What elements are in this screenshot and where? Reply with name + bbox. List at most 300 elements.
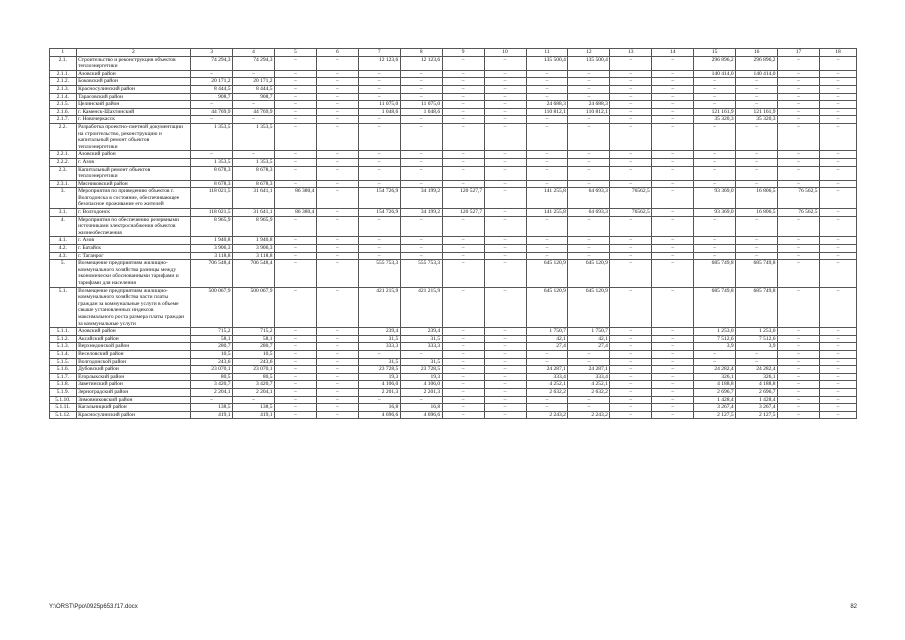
value-cell: –: [442, 101, 484, 109]
value-cell: –: [778, 381, 820, 389]
page-number: 82: [850, 604, 857, 610]
value-cell: –: [819, 216, 856, 237]
value-cell: –: [736, 93, 778, 101]
value-cell: –: [652, 287, 694, 328]
value-cell: –: [819, 404, 856, 412]
value-cell: –: [568, 166, 610, 180]
value-cell: –: [694, 350, 736, 358]
row-label-cell: Зимовниковский район: [76, 396, 191, 404]
value-cell: –: [358, 245, 400, 253]
value-cell: 93 369,0: [694, 209, 736, 217]
row-label-cell: г. Волгодонск: [76, 209, 191, 217]
value-cell: 685 749,8: [694, 287, 736, 328]
value-cell: –: [819, 260, 856, 287]
row-number-cell: 5.1.12.: [50, 411, 77, 419]
value-cell: –: [442, 216, 484, 237]
value-cell: –: [442, 396, 484, 404]
value-cell: –: [736, 101, 778, 109]
table-row: [50, 78, 857, 86]
value-cell: –: [358, 123, 400, 150]
value-cell: 706 548,4: [191, 260, 233, 287]
value-cell: –: [442, 166, 484, 180]
value-cell: 110 812,1: [568, 108, 610, 116]
value-cell: –: [316, 411, 358, 419]
value-cell: –: [652, 343, 694, 351]
value-cell: –: [652, 366, 694, 374]
value-cell: 3 906,3: [233, 245, 275, 253]
value-cell: 8 444,5: [233, 85, 275, 93]
value-cell: –: [484, 209, 526, 217]
value-cell: –: [819, 209, 856, 217]
value-cell: –: [316, 216, 358, 237]
value-cell: –: [400, 70, 442, 78]
row-label-cell: Мероприятия по приведению объектов г. Волгодонска в состояние, обеспечивающее безопасное проживание его жителей: [76, 188, 191, 209]
column-number-cell: 3: [191, 49, 233, 57]
value-cell: 24 287,1: [568, 366, 610, 374]
value-cell: 333,3: [400, 343, 442, 351]
value-cell: –: [316, 252, 358, 260]
value-cell: –: [568, 70, 610, 78]
table-row: [50, 209, 857, 217]
value-cell: –: [526, 216, 568, 237]
value-cell: 500 067,9: [191, 287, 233, 328]
value-cell: 7 512,6: [694, 335, 736, 343]
column-number-cell: 8: [400, 49, 442, 57]
value-cell: 93 369,0: [694, 188, 736, 209]
value-cell: –: [568, 123, 610, 150]
value-cell: 421 215,9: [400, 287, 442, 328]
value-cell: –: [568, 116, 610, 124]
value-cell: 76562,5: [610, 188, 652, 209]
value-cell: –: [526, 93, 568, 101]
value-cell: –: [694, 252, 736, 260]
value-cell: –: [610, 158, 652, 166]
table-row: [50, 366, 857, 374]
value-cell: –: [484, 252, 526, 260]
value-cell: –: [652, 85, 694, 93]
value-cell: –: [610, 287, 652, 328]
value-cell: –: [568, 245, 610, 253]
value-cell: 8 678,3: [191, 180, 233, 188]
value-cell: 118 021,5: [191, 188, 233, 209]
value-cell: –: [316, 287, 358, 328]
value-cell: 645 120,9: [568, 260, 610, 287]
value-cell: 35 320,3: [694, 116, 736, 124]
value-cell: 140 414,0: [694, 70, 736, 78]
row-label-cell: Зерноградский район: [76, 388, 191, 396]
value-cell: –: [652, 381, 694, 389]
value-cell: 16 806,5: [736, 209, 778, 217]
value-cell: –: [442, 388, 484, 396]
value-cell: –: [652, 396, 694, 404]
value-cell: –: [274, 123, 316, 150]
value-cell: –: [610, 350, 652, 358]
value-cell: –: [526, 350, 568, 358]
row-label-cell: Азовский район: [76, 328, 191, 336]
value-cell: –: [526, 158, 568, 166]
value-cell: –: [652, 108, 694, 116]
value-cell: –: [484, 411, 526, 419]
value-cell: –: [316, 78, 358, 86]
value-cell: –: [778, 151, 820, 159]
value-cell: –: [316, 358, 358, 366]
table-row: [50, 373, 857, 381]
value-cell: –: [400, 237, 442, 245]
value-cell: –: [568, 350, 610, 358]
value-cell: –: [819, 328, 856, 336]
value-cell: –: [526, 78, 568, 86]
value-cell: 31 641,1: [233, 209, 275, 217]
value-cell: –: [778, 85, 820, 93]
table-row: [50, 151, 857, 159]
value-cell: 42,1: [568, 335, 610, 343]
row-label-cell: Аксайский район: [76, 335, 191, 343]
row-number-cell: 5.: [50, 260, 77, 287]
value-cell: –: [400, 396, 442, 404]
value-cell: 2 696,7: [694, 388, 736, 396]
row-label-cell: Возмещение предприятиям жилищно-коммунального хозяйства части платы граждан за коммунальные услуги в объеме свыше установленных индексов максимального роста размера платы граждан за коммунальные услуги: [76, 287, 191, 328]
value-cell: –: [442, 93, 484, 101]
value-cell: –: [484, 335, 526, 343]
column-number-cell: 18: [819, 49, 856, 57]
value-cell: 3,9: [694, 343, 736, 351]
column-number-cell: 9: [442, 49, 484, 57]
value-cell: 8 965,9: [191, 216, 233, 237]
row-number-cell: 2.3.1.: [50, 180, 77, 188]
value-cell: 11 075,0: [358, 101, 400, 109]
row-label-cell: Боковский район: [76, 78, 191, 86]
value-cell: –: [484, 123, 526, 150]
value-cell: –: [358, 158, 400, 166]
value-cell: –: [484, 350, 526, 358]
value-cell: –: [819, 358, 856, 366]
value-cell: –: [274, 358, 316, 366]
value-cell: 141 255,8: [526, 188, 568, 209]
table-row: [50, 252, 857, 260]
value-cell: 8 678,3: [233, 180, 275, 188]
value-cell: 555 753,3: [358, 260, 400, 287]
table-row: [50, 381, 857, 389]
value-cell: –: [358, 166, 400, 180]
value-cell: –: [819, 252, 856, 260]
table-row: [50, 216, 857, 237]
value-cell: –: [274, 237, 316, 245]
value-cell: 23 070,1: [233, 366, 275, 374]
value-cell: –: [358, 93, 400, 101]
value-cell: 908,7: [233, 93, 275, 101]
value-cell: –: [442, 151, 484, 159]
value-cell: –: [442, 335, 484, 343]
value-cell: –: [316, 151, 358, 159]
value-cell: –: [778, 70, 820, 78]
value-cell: 42,1: [526, 335, 568, 343]
value-cell: 280,7: [233, 343, 275, 351]
value-cell: 120 527,7: [442, 188, 484, 209]
value-cell: –: [274, 411, 316, 419]
value-cell: 333,3: [358, 343, 400, 351]
value-cell: –: [274, 78, 316, 86]
value-cell: –: [484, 237, 526, 245]
value-cell: 3 118,8: [191, 252, 233, 260]
value-cell: –: [442, 108, 484, 116]
value-cell: 138,5: [233, 404, 275, 412]
value-cell: –: [778, 252, 820, 260]
value-cell: 2 204,1: [233, 388, 275, 396]
value-cell: –: [484, 396, 526, 404]
value-cell: –: [736, 358, 778, 366]
row-label-cell: Верхнедонской район: [76, 343, 191, 351]
value-cell: –: [274, 252, 316, 260]
value-cell: –: [274, 70, 316, 78]
value-cell: –: [442, 123, 484, 150]
value-cell: 80,5: [191, 373, 233, 381]
value-cell: 58,1: [233, 335, 275, 343]
row-number-cell: 4.2.: [50, 245, 77, 253]
value-cell: –: [484, 151, 526, 159]
value-cell: –: [778, 166, 820, 180]
column-number-cell: 13: [610, 49, 652, 57]
value-cell: –: [442, 237, 484, 245]
value-cell: 154 726,9: [358, 209, 400, 217]
table-row: [50, 56, 857, 70]
value-cell: 8 678,3: [191, 166, 233, 180]
value-cell: –: [610, 180, 652, 188]
value-cell: 715,2: [191, 328, 233, 336]
value-cell: –: [736, 85, 778, 93]
value-cell: –: [442, 180, 484, 188]
value-cell: –: [316, 116, 358, 124]
table-row: [50, 116, 857, 124]
value-cell: 44 769,9: [191, 108, 233, 116]
value-cell: –: [610, 381, 652, 389]
value-cell: 685 749,8: [694, 260, 736, 287]
value-cell: –: [442, 366, 484, 374]
value-cell: 4 252,1: [526, 381, 568, 389]
value-cell: –: [358, 350, 400, 358]
value-cell: 3,9: [736, 343, 778, 351]
column-number-cell: 17: [778, 49, 820, 57]
value-cell: –: [736, 245, 778, 253]
value-cell: 326,1: [694, 373, 736, 381]
value-cell: –: [274, 328, 316, 336]
value-cell: –: [652, 116, 694, 124]
value-cell: –: [526, 358, 568, 366]
value-cell: 31,5: [400, 335, 442, 343]
value-cell: 1 750,7: [526, 328, 568, 336]
value-cell: 58,1: [191, 335, 233, 343]
value-cell: –: [274, 381, 316, 389]
row-number-cell: 5.1.6.: [50, 366, 77, 374]
value-cell: –: [778, 56, 820, 70]
value-cell: –: [400, 216, 442, 237]
value-cell: –: [526, 85, 568, 93]
value-cell: 1 253,0: [694, 328, 736, 336]
value-cell: –: [274, 260, 316, 287]
value-cell: –: [819, 151, 856, 159]
value-cell: –: [610, 166, 652, 180]
value-cell: 645 120,9: [568, 287, 610, 328]
table-row: [50, 85, 857, 93]
value-cell: –: [484, 158, 526, 166]
value-cell: 3 267,4: [736, 404, 778, 412]
value-cell: –: [819, 245, 856, 253]
value-cell: –: [316, 93, 358, 101]
value-cell: –: [736, 151, 778, 159]
value-cell: –: [316, 237, 358, 245]
value-cell: 1 048,6: [358, 108, 400, 116]
value-cell: 1 353,5: [191, 158, 233, 166]
value-cell: –: [778, 101, 820, 109]
column-number-cell: 7: [358, 49, 400, 57]
value-cell: –: [358, 116, 400, 124]
value-cell: 2 632,2: [568, 388, 610, 396]
value-cell: –: [484, 404, 526, 412]
table-row: [50, 101, 857, 109]
value-cell: –: [358, 78, 400, 86]
value-cell: –: [610, 85, 652, 93]
value-cell: –: [400, 85, 442, 93]
table-row: [50, 166, 857, 180]
value-cell: –: [568, 158, 610, 166]
column-number-cell: 6: [316, 49, 358, 57]
value-cell: 555 753,3: [400, 260, 442, 287]
row-label-cell: Азовский район: [76, 70, 191, 78]
value-cell: –: [442, 343, 484, 351]
value-cell: –: [652, 180, 694, 188]
value-cell: –: [484, 101, 526, 109]
value-cell: –: [819, 350, 856, 358]
row-number-cell: 2.3.: [50, 166, 77, 180]
value-cell: 706 548,4: [233, 260, 275, 287]
value-cell: –: [819, 188, 856, 209]
value-cell: 31,5: [358, 335, 400, 343]
value-cell: –: [316, 350, 358, 358]
value-cell: 4 106,0: [400, 381, 442, 389]
value-cell: 908,7: [191, 93, 233, 101]
value-cell: 120 527,7: [442, 209, 484, 217]
value-cell: 44 769,9: [233, 108, 275, 116]
value-cell: 326,1: [736, 373, 778, 381]
value-cell: –: [652, 216, 694, 237]
value-cell: 243,6: [233, 358, 275, 366]
value-cell: –: [484, 108, 526, 116]
value-cell: –: [736, 158, 778, 166]
value-cell: –: [778, 366, 820, 374]
value-cell: –: [610, 335, 652, 343]
value-cell: –: [484, 388, 526, 396]
value-cell: –: [778, 216, 820, 237]
column-number-cell: 14: [652, 49, 694, 57]
value-cell: 2 201,3: [400, 388, 442, 396]
value-cell: 23 070,1: [191, 366, 233, 374]
row-label-cell: Капитальный ремонт объектов теплоэнергетики: [76, 166, 191, 180]
value-cell: –: [610, 252, 652, 260]
value-cell: 296 896,2: [694, 56, 736, 70]
row-label-cell: г. Таганрог: [76, 252, 191, 260]
value-cell: 4 252,1: [568, 381, 610, 389]
value-cell: 24 282,4: [694, 366, 736, 374]
value-cell: –: [652, 350, 694, 358]
value-cell: –: [233, 101, 275, 109]
value-cell: –: [694, 237, 736, 245]
row-number-cell: 5.1.: [50, 287, 77, 328]
table-row: [50, 411, 857, 419]
value-cell: 2 243,2: [568, 411, 610, 419]
value-cell: –: [736, 78, 778, 86]
value-cell: –: [274, 216, 316, 237]
value-cell: –: [442, 85, 484, 93]
value-cell: –: [358, 216, 400, 237]
value-cell: 138,5: [191, 404, 233, 412]
row-number-cell: 5.1.4.: [50, 350, 77, 358]
value-cell: –: [694, 166, 736, 180]
value-cell: –: [778, 123, 820, 150]
value-cell: –: [694, 180, 736, 188]
column-number-cell: 4: [233, 49, 275, 57]
value-cell: –: [442, 252, 484, 260]
value-cell: 76562,5: [610, 209, 652, 217]
row-number-cell: 2.2.1.: [50, 151, 77, 159]
value-cell: –: [610, 70, 652, 78]
value-cell: 1 428,4: [694, 396, 736, 404]
value-cell: –: [526, 237, 568, 245]
row-number-cell: 5.1.5.: [50, 358, 77, 366]
row-number-cell: 2.1.2.: [50, 78, 77, 86]
table-row: [50, 287, 857, 328]
value-cell: 74 294,3: [233, 56, 275, 70]
value-cell: –: [442, 78, 484, 86]
value-cell: –: [652, 78, 694, 86]
value-cell: –: [526, 116, 568, 124]
value-cell: –: [610, 78, 652, 86]
column-number-cell: 16: [736, 49, 778, 57]
value-cell: –: [652, 151, 694, 159]
value-cell: 1 353,5: [233, 123, 275, 150]
value-cell: 645 120,9: [526, 287, 568, 328]
value-cell: –: [568, 180, 610, 188]
value-cell: –: [652, 411, 694, 419]
value-cell: –: [274, 245, 316, 253]
value-cell: 296 896,2: [736, 56, 778, 70]
column-number-cell: 10: [484, 49, 526, 57]
value-cell: –: [442, 350, 484, 358]
value-cell: –: [778, 78, 820, 86]
value-cell: –: [442, 328, 484, 336]
value-cell: –: [484, 366, 526, 374]
value-cell: –: [316, 188, 358, 209]
value-cell: –: [442, 358, 484, 366]
table-row: [50, 396, 857, 404]
value-cell: –: [316, 373, 358, 381]
row-label-cell: Волгодонской район: [76, 358, 191, 366]
value-cell: 1 048,6: [400, 108, 442, 116]
value-cell: –: [484, 166, 526, 180]
value-cell: –: [316, 366, 358, 374]
table-row: [50, 358, 857, 366]
value-cell: –: [736, 252, 778, 260]
row-label-cell: Заветинский район: [76, 381, 191, 389]
table-row: [50, 237, 857, 245]
table-row: [50, 335, 857, 343]
value-cell: –: [358, 396, 400, 404]
value-cell: 86 380,4: [274, 209, 316, 217]
value-cell: –: [778, 343, 820, 351]
value-cell: 121 161,9: [736, 108, 778, 116]
value-cell: –: [694, 123, 736, 150]
value-cell: –: [526, 70, 568, 78]
value-cell: –: [316, 166, 358, 180]
value-cell: 2 243,2: [526, 411, 568, 419]
